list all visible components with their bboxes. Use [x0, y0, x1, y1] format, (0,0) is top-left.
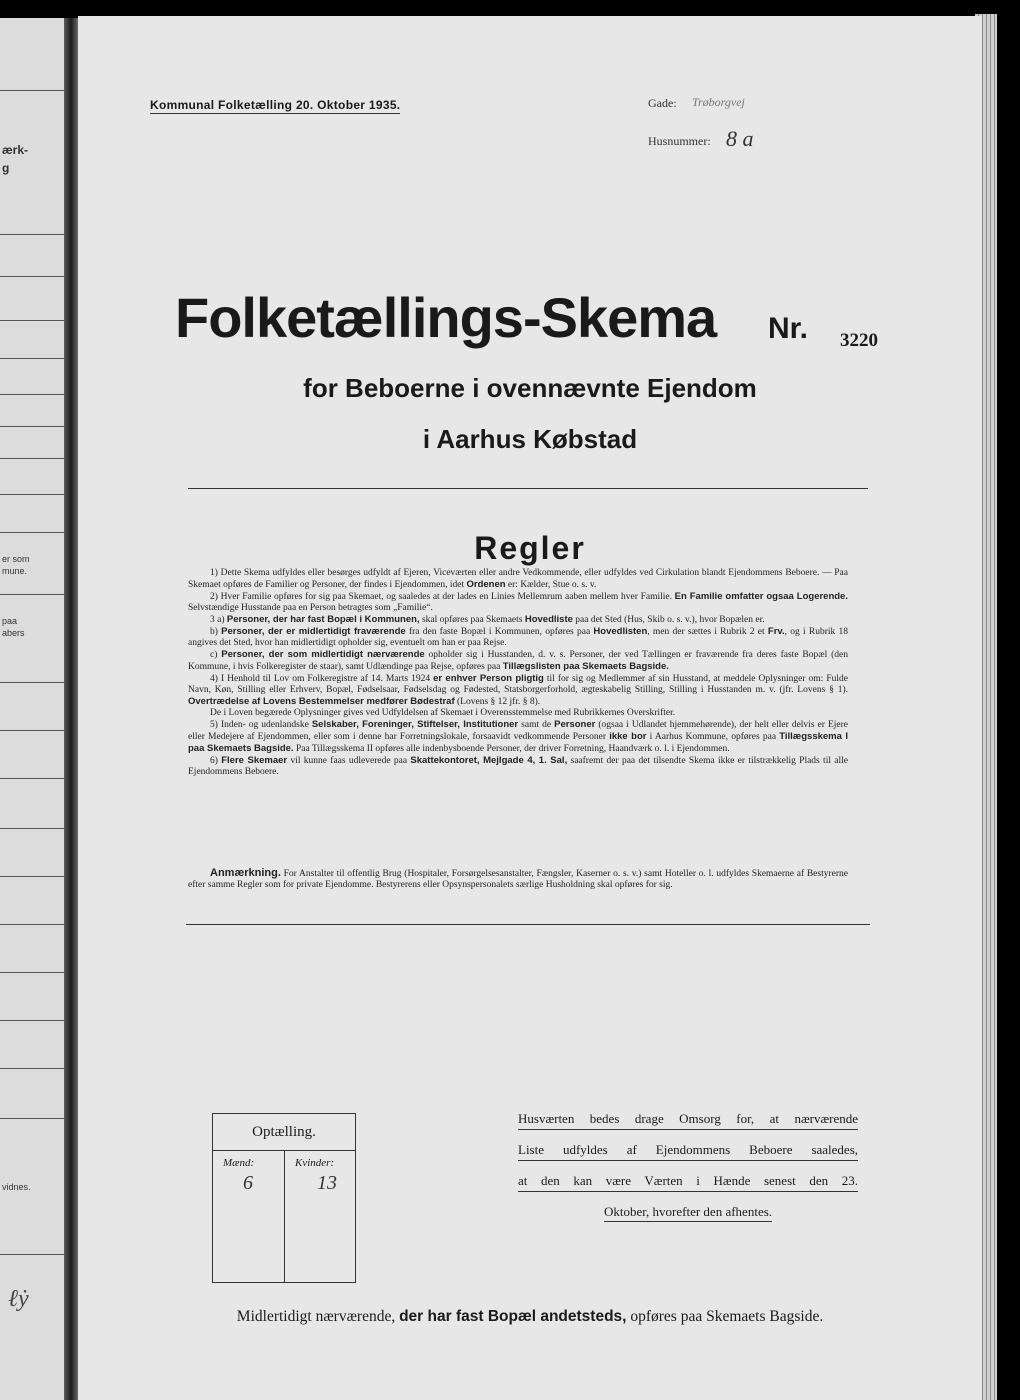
notice-line: at den kan være Værten i Hænde senest den 23.	[518, 1173, 858, 1192]
form-rule	[0, 426, 64, 427]
census-form-page	[78, 16, 982, 1400]
notice-line: Oktober, hvorefter den afhentes.	[518, 1204, 858, 1222]
form-rule	[0, 494, 64, 495]
street-value: Trøborgvej	[692, 95, 745, 109]
form-rule	[0, 320, 64, 321]
form-rule	[0, 394, 64, 395]
rule-3a: 3 a) Personer, der har fast Bopæl i Kommunen, skal opføres paa Skemaets Hovedliste paa det Sted (Hus, Skib o. s. v.), hvor Bopælen er.	[210, 614, 765, 625]
rule-4: 4) I Henhold til Lov om Folkeregistre af 14. Marts 1924 er enhver Person pligtig til for sig og Medlemmer af sin Husstand, at meddele Oplysninger om: Fulde Navn, Køn, Stilling eller Erhverv, Bopæl, Fødselsaar, Fødselsdag og Fødested, Statsborgerforhold, ægteskabelig Stilling, Stilling i Husstanden m. v. (jfr. Lovens § 1). Overtrædelse af Lovens Bestemmelser medfører Bødestraf (Lovens § 12 jfr. § 8).	[188, 673, 849, 707]
handwritten-signature-fragment: ℓẏ	[8, 1286, 29, 1312]
text-fragment: paa	[2, 616, 18, 626]
form-rule	[0, 90, 64, 91]
form-rule	[0, 594, 64, 595]
rule-2: 2) Hver Familie opføres for sig paa Skemaet, og saaledes at der lades en Linies Mellemrum aaben mellem hver Familie. En Familie omfatter ogsaa Logerende. Selvstændige Husstande paa en Person betragtes som „Familie“.	[188, 591, 848, 613]
form-rule	[0, 458, 64, 459]
form-rule	[0, 972, 64, 973]
form-rule	[0, 828, 64, 829]
text-fragment: er som	[2, 554, 30, 564]
house-number-value: 8 a	[726, 126, 754, 151]
form-title: Folketællings-Skema	[175, 286, 717, 349]
schema-number: 3220	[840, 330, 878, 351]
count-box-divider	[284, 1150, 285, 1282]
notice-line: Liste udfyldes af Ejendommens Beboere saaledes,	[518, 1142, 858, 1161]
men-label: Mænd:	[223, 1157, 255, 1169]
census-date-line: Kommunal Folketælling 20. Oktober 1935.	[150, 98, 401, 112]
divider	[188, 488, 868, 489]
form-rule	[0, 778, 64, 779]
form-rule	[0, 1020, 64, 1021]
rules-heading: Regler	[474, 530, 586, 566]
text-fragment: ærk-	[2, 143, 29, 157]
form-location: i Aarhus Købstad	[422, 424, 638, 454]
form-rule	[0, 876, 64, 877]
text-fragment: abers	[2, 628, 25, 638]
rule-1: 1) Dette Skema udfyldes eller besørges udfyldt af Ejeren, Viceværten eller andre Vedkommende, eller udfyldes ved Cirkulation blandt Ejendommens Beboere. — Paa Skemaet opføres de Familier og Personer, der findes i Ejendommen, idet Ordenen er: Kælder, Stue o. s. v.	[188, 568, 848, 590]
notice-line: Husværten bedes drage Omsorg for, at nærværende	[518, 1111, 858, 1130]
rule-3b: b) Personer, der er midlertidigt fraværende fra den faste Bopæl i Kommunen, opføres paa Hovedlisten, men der sættes i Rubrik 2 et Frv., og i Rubrik 18 angives det Sted, hvor han midlertidigt opholder sig, eventuelt om han er paa Rejse.	[188, 626, 848, 648]
women-count: 13	[317, 1172, 337, 1194]
book-gutter	[64, 18, 78, 1400]
remark-label: Anmærkning.	[210, 867, 281, 879]
divider	[186, 924, 870, 925]
form-rule	[0, 730, 64, 731]
count-title: Optælling.	[252, 1124, 316, 1140]
rules-text	[188, 568, 848, 778]
rule-5: 5) Inden- og udenlandske Selskaber, Foreninger, Stiftelser, Institutioner samt de Personer (ogsaa i Udlandet hjemmehørende), der helt eller delvis er Ejere eller Medejere af Ejendommen, eller som i denne har Forretningslokale, forsaavidt vedkommende Personer ikke bor i Aarhus Kommune, opføres paa Tillægsskema I paa Skemaets Bagside. Paa Tillægsskema II opføres alle indenbysboende Personer, der driver Forretning, Haandværk o. l. i Ejendommen.	[188, 719, 849, 754]
form-rule	[0, 1254, 64, 1255]
women-label: Kvinder:	[295, 1157, 335, 1169]
form-rule	[0, 1068, 64, 1069]
text-fragment: mune.	[2, 566, 28, 576]
landlord-notice	[518, 1111, 858, 1234]
rule-6: 6) Flere Skemaer vil kunne faas udleverede paa Skattekontoret, Mejlgade 4, 1. Sal, saafremt der paa det tilsendte Skema ikke er tilstrækkelig Plads til alle Ejendommens Beboere.	[188, 755, 848, 777]
remark-text	[188, 868, 848, 891]
men-count: 6	[243, 1172, 253, 1194]
text-fragment: g	[2, 161, 10, 175]
left-page-fragment	[0, 18, 64, 1400]
remark-body: For Anstalter til offentlig Brug (Hospitaler, Forsørgelsesanstalter, Fængsler, Kaserner o. s. v.) samt Hoteller o. l. udfyldes Skemaerne af Bestyrerne efter samme Regler som for private Ejendomme. Bestyrerens eller Opsynspersonalets særlige Husholdning skal opføres for sig.	[188, 869, 848, 890]
form-rule	[0, 276, 64, 277]
footer-note: Midlertidigt nærværende, der har fast Bopæl andetsteds, opføres paa Skemaets Bagside.	[236, 1308, 824, 1325]
street-label: Gade:	[648, 96, 677, 110]
form-subtitle: for Beboerne i ovennævnte Ejendom	[303, 373, 757, 403]
house-number-label: Husnummer:	[648, 134, 711, 148]
text-fragment: vidnes.	[2, 1182, 31, 1192]
number-label: Nr.	[768, 312, 809, 345]
rule-3c: c) Personer, der som midlertidigt nærværende opholder sig i Husstanden, d. v. s. Personer, der ved Tællingen er fraværende fra deres faste Bopæl (den Kommune, i hvis Folkeregister de staar), samt Udlændinge paa Rejse, opføres paa Tillægslisten paa Skemaets Bagside.	[188, 649, 848, 672]
form-rule	[0, 1118, 64, 1119]
rule-4-note: De i Loven begærede Oplysninger gives ved Udfyldelsen af Skemaet i Overensstemmelse med Rubrikkernes Overskrifter.	[210, 708, 676, 718]
form-rule	[0, 682, 64, 683]
form-rule	[0, 358, 64, 359]
form-rule	[0, 924, 64, 925]
form-rule	[0, 234, 64, 235]
form-rule	[0, 532, 64, 533]
count-box	[212, 1113, 356, 1283]
